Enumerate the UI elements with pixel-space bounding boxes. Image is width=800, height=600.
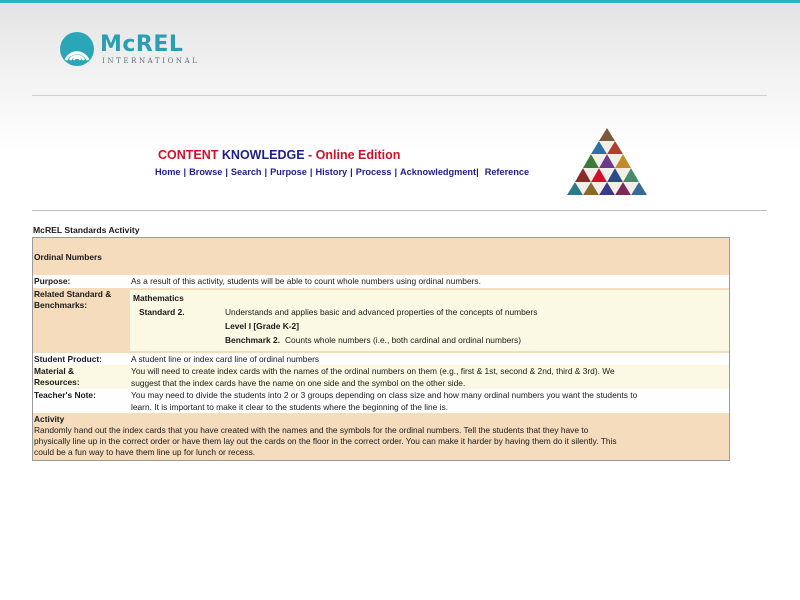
activity-line-1: Randomly hand out the index cards that you have created with the names and the symbols for the ordinal numbers. Tell the students that they have to (34, 425, 589, 435)
related-label-line-1: Related Standard & (34, 289, 112, 299)
title-part-3: - Online Edition (304, 148, 401, 162)
activity-name-row (33, 238, 729, 275)
divider-bottom (32, 210, 767, 211)
standards-box (130, 290, 729, 351)
pyramid-graphic-icon (566, 128, 648, 196)
nav-browse[interactable]: Browse (189, 167, 223, 177)
divider-top (32, 95, 767, 96)
activity-table (32, 237, 730, 461)
activity-line-2: physically line up in the correct order or have them lay out the cards on the floor in the correct order. You can make it harder by having them do it silently. This (34, 436, 617, 446)
note-line-2: learn. It is important to make it clear to the students where the beginning of the line is. (131, 402, 449, 412)
activity-line-3: could be a fun way to have them line up for lunch or recess. (34, 447, 256, 457)
nav-history[interactable]: History (315, 167, 348, 177)
product-value: A student line or index card line of ordinal numbers (131, 354, 320, 364)
activity-row (33, 413, 729, 460)
title-part-1: CONTENT (158, 148, 222, 162)
title-part-2: KNOWLEDGE (221, 148, 305, 162)
subject-label: Mathematics (133, 293, 184, 303)
level-label: Level I [Grade K-2] (225, 321, 300, 331)
standard-label: Standard 2. (139, 307, 185, 317)
material-label-line-2: Resources: (34, 377, 80, 387)
related-standard-row (33, 288, 729, 353)
purpose-label: Purpose: (34, 276, 71, 286)
content-knowledge-title (158, 148, 400, 162)
nav-purpose[interactable]: Purpose (270, 167, 307, 177)
nav-reference[interactable]: Reference (484, 167, 530, 177)
related-label-line-2: Benchmarks: (34, 300, 88, 310)
activity-name: Ordinal Numbers (34, 252, 102, 262)
product-label: Student Product: (34, 354, 102, 364)
purpose-row (33, 275, 729, 288)
note-label: Teacher's Note: (34, 390, 96, 400)
activity-label: Activity (34, 414, 65, 424)
nav-acknowledgment[interactable]: Acknowledgment (400, 167, 477, 177)
nav-search[interactable]: Search (230, 167, 262, 177)
standard-text: Understands and applies basic and advanced properties of the concepts of numbers (225, 307, 538, 317)
nav-process[interactable]: Process (355, 167, 392, 177)
logo-text: McREL (100, 32, 184, 57)
note-line-1: You may need to divide the students into 2 or 3 groups depending on class size and how many ordinal numbers you want the students to (131, 390, 638, 400)
student-product-row (33, 353, 729, 365)
material-label-line-1: Material & (34, 366, 75, 376)
section-title: McREL Standards Activity (33, 225, 140, 235)
main-nav: Home | Browse | Search | Purpose | History | Process | Acknowledgment| Reference (155, 167, 530, 177)
mcrel-logo[interactable] (58, 30, 198, 70)
purpose-value: As a result of this activity, students will be able to count whole numbers using ordinal numbers. (131, 276, 481, 286)
benchmark-text: Counts whole numbers (i.e., both cardinal and ordinal numbers) (285, 335, 522, 345)
header-background (0, 3, 800, 153)
teachers-note-row (33, 389, 729, 413)
mcrel-logo-icon (58, 30, 98, 70)
material-line-2: suggest that the index cards have the name on one side and the symbol on the other side. (131, 378, 466, 388)
material-line-1: You will need to create index cards with the names of the ordinal numbers on them (e.g., first & 1st, second & 2nd, third & 3rd). We (131, 366, 615, 376)
benchmark-label: Benchmark 2. (225, 335, 280, 345)
logo-subtitle: INTERNATIONAL (102, 57, 200, 65)
nav-home[interactable]: Home (155, 167, 181, 177)
material-row (33, 365, 729, 389)
